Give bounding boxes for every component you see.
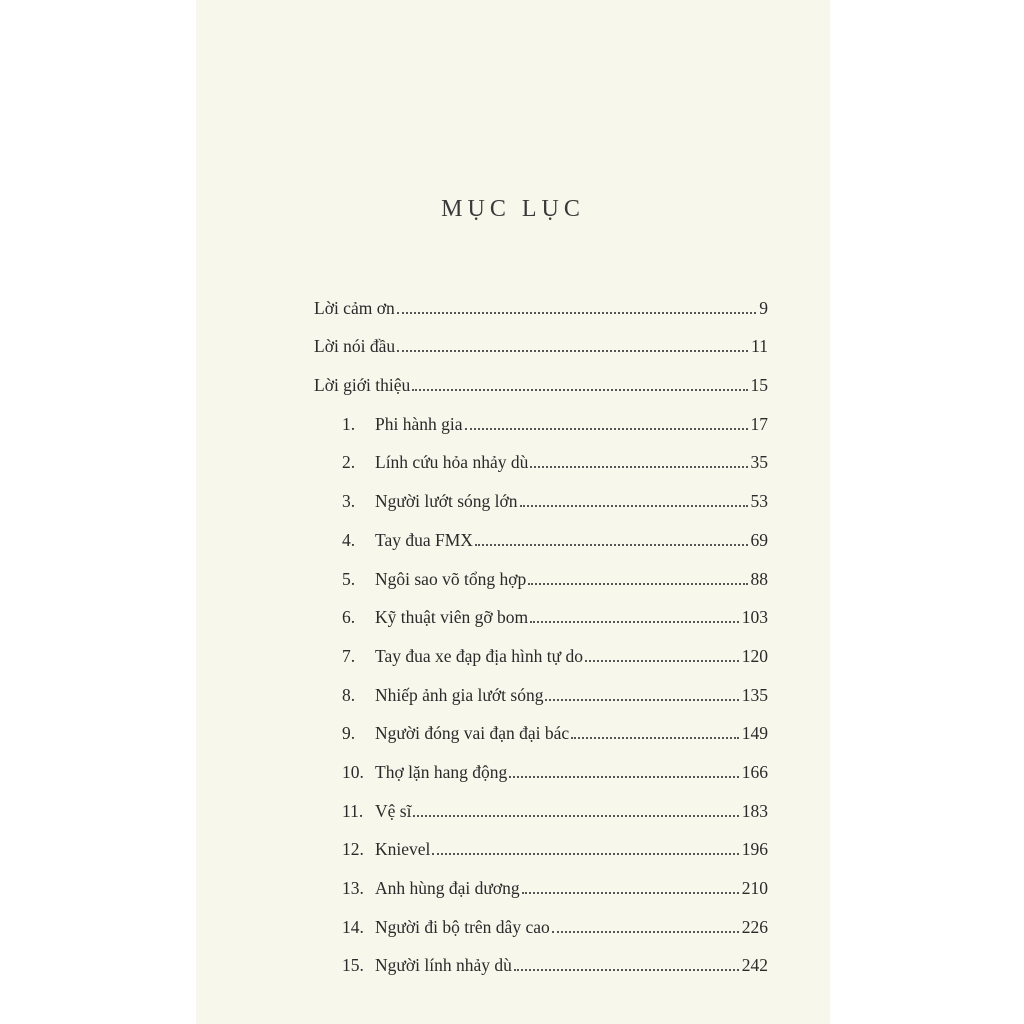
table-of-contents: [314, 280, 768, 976]
chapter-number: 12.: [342, 839, 364, 860]
page-number: 120: [741, 645, 768, 666]
entry-title: Anh hùng đại dương: [375, 878, 520, 898]
entry-title: Người lính nhảy dù: [375, 955, 512, 976]
chapter-number: 5.: [342, 568, 356, 589]
book-page: [196, 0, 830, 1024]
page-title: MỤC LỤC: [441, 196, 585, 222]
toc-entry: [314, 783, 768, 822]
dot-leader: [397, 312, 757, 314]
page-number: 15: [750, 375, 768, 396]
entry-title: Lính cứu hỏa nhảy dù: [375, 452, 529, 473]
page-number: 210: [741, 878, 768, 898]
entry-title: Phi hành gia: [375, 413, 463, 434]
dot-leader: [552, 931, 739, 933]
chapter-number: 7.: [342, 645, 356, 666]
toc-entry: [314, 706, 768, 745]
dot-leader: [522, 892, 739, 894]
toc-entry: [314, 938, 768, 977]
chapter-number: 11.: [342, 800, 364, 821]
chapter-number: 15.: [342, 955, 364, 976]
toc-entry: [314, 435, 768, 474]
entry-title: Lời nói đầu: [314, 336, 396, 357]
entry-title: Người lướt sóng lớn: [375, 491, 518, 512]
toc-entry: [314, 590, 768, 629]
entry-title: Thợ lặn hang động: [375, 761, 508, 782]
entry-title: Lời cảm ơn: [314, 297, 395, 318]
chapter-number: 14.: [342, 916, 364, 937]
toc-entry: [314, 744, 768, 783]
page-number: 166: [741, 761, 768, 782]
page-number: 196: [741, 839, 768, 860]
page-number: 183: [741, 800, 768, 821]
toc-entry: [314, 396, 768, 435]
chapter-number: 1.: [342, 413, 356, 434]
chapter-number: 3.: [342, 491, 356, 512]
chapter-number: 9.: [342, 723, 356, 744]
dot-leader: [571, 737, 739, 739]
toc-entry: [314, 667, 768, 706]
entry-title: Knievel: [375, 839, 431, 860]
dot-leader: [432, 853, 738, 855]
page-number: 35: [750, 452, 768, 473]
dot-leader: [475, 544, 748, 546]
dot-leader: [397, 350, 748, 352]
entry-title: Kỹ thuật viên gỡ bom: [375, 607, 529, 628]
entry-title: Tay đua FMX: [375, 529, 473, 550]
entry-title: Ngôi sao võ tổng hợp: [375, 568, 527, 589]
page-number: 17: [750, 413, 768, 434]
toc-entry: [314, 551, 768, 590]
page-number: 88: [750, 568, 768, 589]
page-number: 135: [741, 684, 768, 705]
entry-title: Vệ sĩ: [375, 800, 412, 821]
toc-entry: [314, 628, 768, 667]
toc-entry: [314, 280, 768, 319]
toc-entry: [314, 319, 768, 358]
toc-entry: [314, 473, 768, 512]
dot-leader: [530, 466, 747, 468]
entry-title: Người đi bộ trên dây cao: [375, 916, 550, 937]
dot-leader: [412, 389, 747, 391]
dot-leader: [514, 969, 739, 971]
page-number: 103: [741, 607, 768, 628]
dot-leader: [520, 505, 748, 507]
dot-leader: [528, 583, 747, 585]
chapter-number: 6.: [342, 607, 356, 628]
page-number: 226: [741, 916, 768, 937]
page-number: 242: [741, 955, 768, 976]
toc-entry: [314, 512, 768, 551]
entry-title: Người đóng vai đạn đại bác: [375, 723, 570, 744]
toc-entry: [314, 357, 768, 396]
dot-leader: [413, 815, 738, 817]
dot-leader: [545, 699, 738, 701]
chapter-number: 4.: [342, 529, 356, 550]
entry-title: Tay đua xe đạp địa hình tự do: [375, 645, 584, 666]
toc-entry: [314, 899, 768, 938]
dot-leader: [585, 660, 739, 662]
page-number: 53: [750, 491, 768, 512]
dot-leader: [465, 428, 748, 430]
dot-leader: [530, 621, 739, 623]
entry-title: Nhiếp ảnh gia lướt sóng: [375, 684, 544, 705]
page-number: 69: [750, 529, 768, 550]
chapter-number: 10.: [342, 761, 364, 782]
page-number: 11: [751, 336, 768, 357]
page-number: 9: [759, 297, 768, 318]
chapter-number: 13.: [342, 878, 364, 898]
chapter-number: 8.: [342, 684, 356, 705]
dot-leader: [509, 776, 739, 778]
chapter-number: 2.: [342, 452, 356, 473]
page-number: 149: [741, 723, 768, 744]
entry-title: Lời giới thiệu: [314, 375, 411, 396]
toc-entry: [314, 860, 768, 899]
toc-entry: [314, 822, 768, 861]
